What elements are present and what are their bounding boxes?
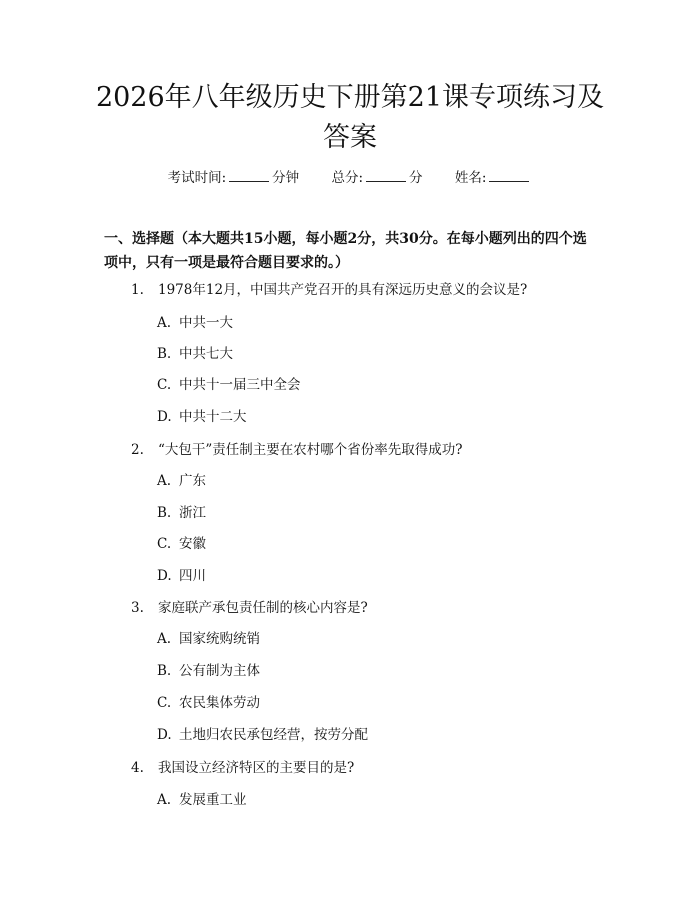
option-text: 安徽 [179, 536, 206, 552]
option-4a [157, 790, 247, 810]
option-label: C. [157, 536, 172, 552]
question-number: 2. [131, 442, 144, 458]
option-2a [157, 471, 206, 491]
option-label: C. [157, 695, 172, 711]
option-text: 中共七大 [179, 346, 233, 362]
option-2d [157, 566, 206, 586]
exam-time-blank [229, 169, 269, 182]
option-2b [157, 503, 206, 523]
exam-meta [0, 168, 700, 188]
option-text: 发展重工业 [179, 792, 247, 808]
option-text: 四川 [179, 568, 206, 584]
total-score [331, 170, 422, 186]
option-label: A. [157, 631, 172, 647]
option-1b [157, 344, 233, 364]
total-score-blank [366, 169, 406, 182]
total-score-label: 总分: [331, 170, 364, 186]
exam-time-unit: 分钟 [272, 170, 300, 186]
exam-time-label: 考试时间: [167, 170, 227, 186]
question-text: 1978年12月，中国共产党召开的具有深远历史意义的会议是? [158, 282, 528, 298]
option-1d [157, 407, 247, 427]
question-3 [131, 598, 368, 618]
option-1c [157, 375, 301, 395]
option-text: 中共十一届三中全会 [179, 377, 301, 393]
question-number: 3. [131, 600, 144, 616]
option-text: 浙江 [179, 505, 206, 521]
exam-time [168, 170, 300, 186]
option-label: A. [157, 792, 172, 808]
option-label: A. [157, 473, 172, 489]
option-text: 广东 [179, 473, 206, 489]
option-2c [157, 534, 206, 554]
option-3b [157, 661, 260, 681]
question-4 [131, 758, 354, 778]
option-label: C. [157, 377, 172, 393]
section-heading-line-2: 项中，只有一项是最符合题目要求的。） [104, 255, 349, 271]
student-name [455, 170, 533, 186]
option-label: D. [157, 568, 172, 584]
option-text: 土地归农民承包经营，按劳分配 [179, 727, 368, 743]
option-text: 中共一大 [179, 315, 233, 331]
option-3a [157, 629, 260, 649]
section-heading [104, 227, 624, 275]
document-title [80, 78, 620, 158]
option-label: B. [157, 505, 172, 521]
option-label: B. [157, 346, 172, 362]
option-label: A. [157, 315, 172, 331]
option-label: B. [157, 663, 172, 679]
option-text: 农民集体劳动 [179, 695, 260, 711]
question-2 [131, 440, 463, 460]
student-name-label: 姓名: [454, 170, 487, 186]
title-line-1: 2026年八年级历史下册第21课专项练习及 [95, 82, 605, 113]
option-label: D. [157, 727, 172, 743]
option-text: 公有制为主体 [179, 663, 260, 679]
option-text: 中共十二大 [179, 409, 247, 425]
title-line-2: 答案 [323, 122, 377, 153]
option-label: D. [157, 409, 172, 425]
total-score-unit: 分 [409, 170, 423, 186]
option-3c [157, 693, 260, 713]
option-1a [157, 313, 233, 333]
section-heading-line-1: 一、选择题（本大题共15小题，每小题2分，共30分。在每小题列出的四个选 [104, 231, 587, 247]
question-number: 1. [131, 282, 144, 298]
question-text: 我国设立经济特区的主要目的是? [158, 760, 355, 776]
question-text: 家庭联产承包责任制的核心内容是? [158, 600, 368, 616]
student-name-blank [489, 169, 529, 182]
question-text: “大包干”责任制主要在农村哪个省份率先取得成功? [158, 442, 463, 458]
question-number: 4. [131, 760, 144, 776]
option-text: 国家统购统销 [179, 631, 260, 647]
option-3d [157, 725, 368, 745]
question-1 [131, 280, 527, 300]
